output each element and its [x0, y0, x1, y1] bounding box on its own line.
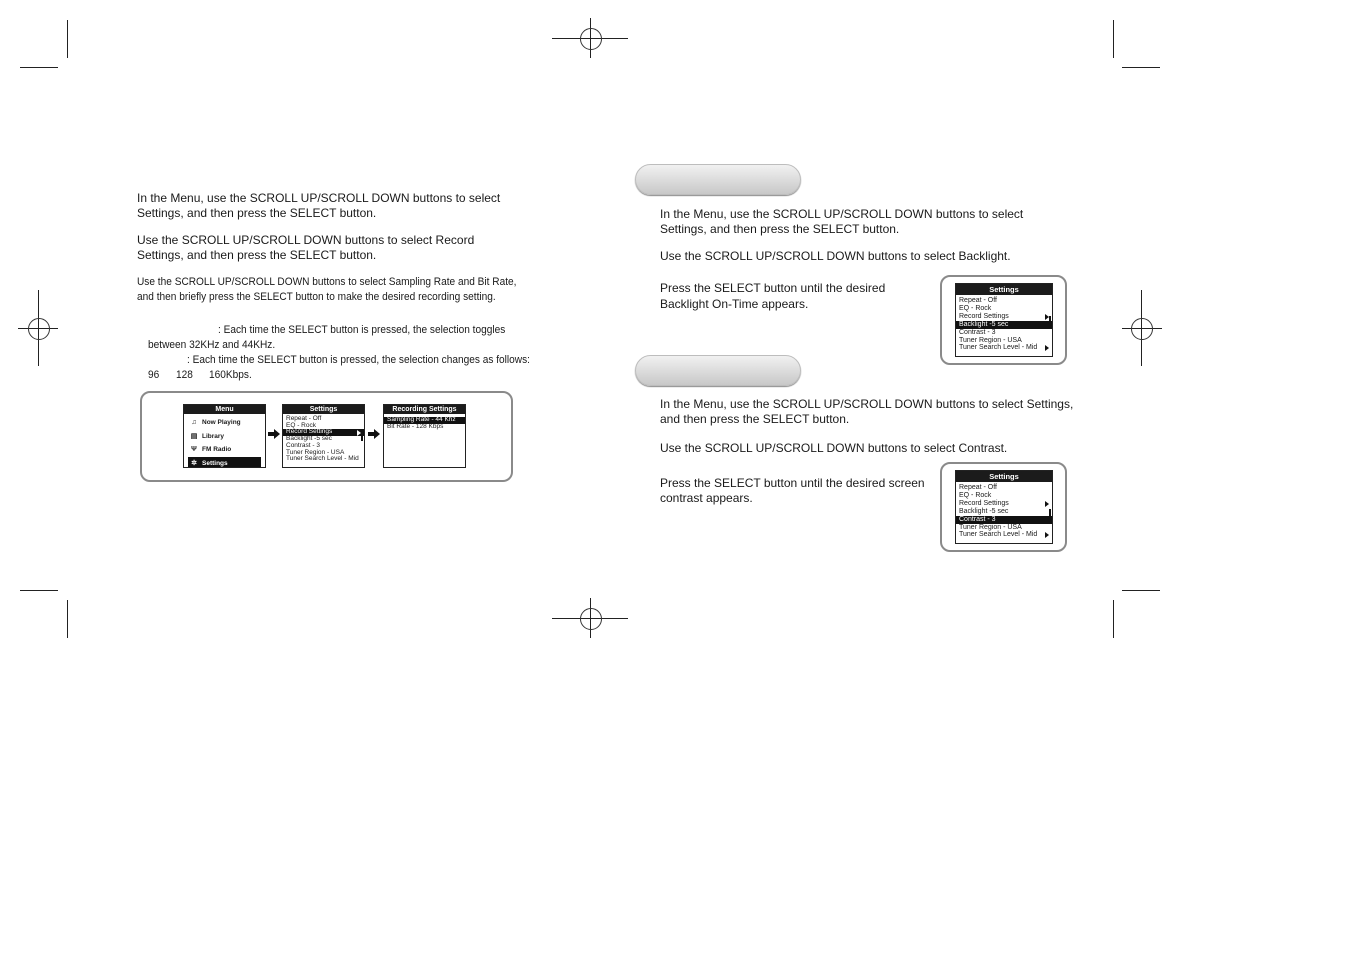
lcd-row-label: Sampling Rate - 44 Khz — [387, 416, 456, 423]
backlight-step-1-text — [660, 207, 1023, 237]
bit-rate-value-160: 160Kbps. — [209, 369, 252, 381]
text-line: Settings, and then press the SELECT button. — [137, 206, 377, 220]
lcd-menu-row — [956, 321, 1052, 329]
text-line: Use the SCROLL UP/SCROLL DOWN buttons to select Sampling Rate and Bit Rate, — [137, 276, 517, 288]
registration-circle — [580, 608, 602, 630]
lcd-row-label: Backlight -5 sec — [286, 435, 332, 443]
lcd-menu-row — [956, 508, 1052, 516]
lcd-menu-row — [956, 329, 1052, 337]
lcd-menu-row — [384, 424, 465, 431]
contrast-step-1-text — [660, 397, 1073, 427]
record-step-2-text — [137, 233, 474, 263]
registration-circle — [1131, 318, 1153, 340]
next-arrow-icon — [368, 429, 380, 439]
menu-item-fm-radio — [184, 443, 265, 457]
contrast-settings-screen — [955, 470, 1053, 544]
registration-circle — [580, 28, 602, 50]
crop-mark — [20, 67, 58, 68]
screen-title: Recording Settings — [384, 405, 465, 414]
backlight-step-2-text — [660, 249, 1011, 264]
lcd-row-label: EQ - Rock — [286, 421, 316, 429]
lcd-row-label: Bit Rate - 128 Kbps — [387, 422, 444, 430]
crop-mark — [1113, 20, 1114, 58]
radio-antenna-icon: Ψ — [191, 446, 197, 453]
next-arrow-icon — [268, 429, 280, 439]
menu-item-label: Now Playing — [202, 419, 241, 426]
menu-item-label: FM Radio — [202, 446, 232, 453]
screen-title: Menu — [184, 405, 265, 414]
screen-title: Settings — [956, 471, 1052, 482]
menu-item-now-playing — [184, 416, 265, 430]
scrollbar — [1049, 316, 1051, 328]
scrollbar — [361, 431, 363, 441]
lcd-menu-row — [956, 344, 1052, 352]
crop-mark — [1122, 590, 1160, 591]
lcd-row-label: Backlight -5 sec — [959, 507, 1009, 515]
lcd-row-label: EQ - Rock — [959, 304, 992, 312]
bit-rate-note: : Each time the SELECT button is pressed, the selection changes as follows: — [187, 354, 530, 366]
bit-rate-value-96: 96 — [148, 369, 160, 381]
lcd-row-label: Contrast - 3 — [959, 328, 996, 336]
submenu-arrow-icon — [1045, 532, 1049, 538]
lcd-row-label: Tuner Region - USA — [959, 336, 1022, 344]
text-line: Use the SCROLL UP/SCROLL DOWN buttons to select Contrast. — [660, 441, 1008, 455]
contrast-section-header — [635, 355, 801, 386]
crop-mark — [1122, 67, 1160, 68]
lcd-menu-row — [956, 500, 1052, 508]
screen-title: Settings — [956, 284, 1052, 295]
menu-screen — [183, 404, 266, 468]
text-line: Press the SELECT button until the desired — [660, 281, 886, 295]
lcd-menu-row — [956, 297, 1052, 305]
menu-item-settings — [188, 457, 261, 469]
speaker-icon: ♫ — [191, 419, 197, 426]
text-line: Settings, and then press the SELECT button. — [137, 248, 377, 262]
lcd-menu-row — [956, 531, 1052, 539]
screen-title: Settings — [283, 405, 364, 414]
sampling-rate-note: : Each time the SELECT button is pressed, the selection toggles — [218, 324, 506, 336]
crop-mark — [1113, 600, 1114, 638]
library-icon: ▤ — [190, 432, 198, 440]
text-line: Backlight On-Time appears. — [660, 297, 809, 311]
lcd-row-label: Contrast - 3 — [286, 441, 320, 449]
backlight-settings-screen — [955, 283, 1053, 357]
text-line: Use the SCROLL UP/SCROLL DOWN buttons to select Backlight. — [660, 249, 1011, 263]
crop-mark — [67, 600, 68, 638]
text-line: and then press the SELECT button. — [660, 412, 850, 426]
text-line: In the Menu, use the SCROLL UP/SCROLL DOWN buttons to select — [137, 191, 501, 205]
contrast-step-3-text — [660, 476, 925, 506]
settings-screen — [282, 404, 365, 468]
text-line: Press the SELECT button until the desired screen — [660, 476, 925, 490]
lcd-row-label: Contrast - 3 — [959, 515, 996, 523]
sampling-rate-note-2: between 32KHz and 44KHz. — [148, 339, 276, 351]
lcd-row-label: Record Settings — [286, 428, 333, 436]
lcd-row-label: Repeat - Off — [959, 484, 998, 491]
text-line: contrast appears. — [660, 491, 753, 505]
menu-item-label: Settings — [202, 459, 228, 467]
lcd-menu-row — [956, 484, 1052, 492]
text-line: Settings, and then press the SELECT button. — [660, 222, 900, 236]
lcd-row-label: Tuner Search Level - Mid — [959, 344, 1038, 352]
text-line: In the Menu, use the SCROLL UP/SCROLL DOWN buttons to select Settings, — [660, 397, 1074, 411]
record-step-1-text — [137, 191, 500, 221]
menu-item-label: Library — [202, 432, 225, 440]
lcd-menu-row — [956, 524, 1052, 532]
text-line: and then briefly press the SELECT button to make the desired recording setting. — [137, 290, 496, 303]
lcd-row-label: Tuner Region - USA — [959, 523, 1022, 531]
menu-item-library — [184, 430, 265, 444]
record-step-3-text — [137, 275, 516, 304]
lcd-row-label: Tuner Search Level - Mid — [959, 531, 1038, 539]
lcd-menu-row — [956, 492, 1052, 500]
lcd-row-label: Backlight -5 sec — [959, 320, 1009, 328]
recording-settings-screen — [383, 404, 466, 468]
lcd-menu-row — [283, 456, 364, 463]
crop-mark — [20, 590, 58, 591]
lcd-menu-row — [956, 516, 1052, 524]
lcd-menu-row — [956, 337, 1052, 345]
contrast-step-2-text — [660, 441, 1007, 456]
text-line: Use the SCROLL UP/SCROLL DOWN buttons to select Record — [137, 233, 475, 247]
text-line: In the Menu, use the SCROLL UP/SCROLL DOWN buttons to select — [660, 207, 1024, 221]
lcd-menu-row — [956, 305, 1052, 313]
backlight-step-3-text — [660, 280, 885, 312]
submenu-arrow-icon — [1045, 345, 1049, 351]
crop-mark — [67, 20, 68, 58]
submenu-arrow-icon — [1045, 501, 1049, 507]
lcd-row-label: Tuner Search Level - Mid — [286, 455, 359, 463]
lcd-row-label: Record Settings — [959, 499, 1009, 507]
lcd-row-label: Repeat - Off — [959, 297, 998, 304]
registration-circle — [28, 318, 50, 340]
lcd-row-label: Tuner Region - USA — [286, 448, 345, 456]
lcd-row-label: Record Settings — [959, 312, 1009, 320]
lcd-row-label: EQ - Rock — [959, 491, 992, 499]
lcd-row-label: Repeat - Off — [286, 415, 322, 422]
scrollbar — [1049, 509, 1051, 521]
backlight-section-header — [635, 164, 801, 195]
bit-rate-value-128: 128 — [176, 369, 193, 381]
gear-icon: ✲ — [191, 459, 197, 467]
lcd-menu-row — [956, 313, 1052, 321]
